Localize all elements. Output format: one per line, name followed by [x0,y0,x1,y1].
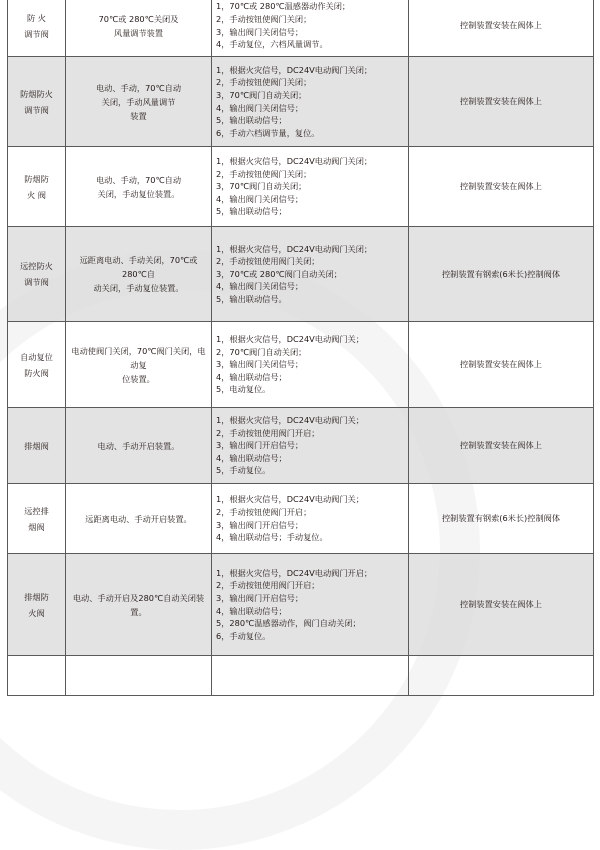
install-note: 控制装置安装在阀体上 [460,20,542,30]
functions-cell [212,0,409,57]
functions-cell [212,656,409,696]
table-row [8,57,594,147]
function-item: 4，手动复位，六档风量调节。 [216,39,328,50]
function-item: 4，输出阀门关闭信号； [216,102,304,113]
function-item: 2，手动按钮使用阀门关闭； [216,256,320,267]
install-note-cell [409,227,594,322]
table-row [8,227,594,322]
control-mode-cell [66,484,212,554]
function-list [216,493,404,543]
function-item: 4，输出联动信号； [216,452,287,463]
function-item: 3，输出阀门开启信号； [216,519,304,530]
valve-name: 防烟防火 调节阀 [20,88,53,115]
valve-name-cell [8,227,66,322]
function-item: 5，输出联动信号； [216,115,287,126]
function-item: 2，70℃阀门自动关闭； [216,346,307,357]
function-item: 6，手动复位。 [216,630,271,641]
control-mode: 70℃或 280℃关闭及 风量调节装置 [98,13,179,38]
control-mode-cell [66,554,212,656]
table-row [8,408,594,484]
install-note-cell [409,147,594,227]
valve-name-cell [8,0,66,57]
control-mode: 电动、手动开启装置。 [97,440,180,451]
table-body [8,0,594,696]
functions-cell [212,554,409,656]
function-item: 1，根据火灾信号，DC24V电动阀门关； [216,415,364,426]
function-item: 3，输出阀门开启信号； [216,440,304,451]
install-note: 控制装置安装在阀体上 [460,440,542,450]
valve-name-cell [8,484,66,554]
function-item: 4，输出联动信号； [216,371,287,382]
functions-cell [212,227,409,322]
install-note-cell [409,57,594,147]
valve-name-cell [8,554,66,656]
function-list [216,567,404,643]
function-item: 1，根据火灾信号，DC24V电动阀门关闭； [216,243,373,254]
control-mode: 远距离电动、手动开启装置。 [85,513,192,524]
table-row [8,322,594,408]
valve-name-cell [8,408,66,484]
function-item: 1，根据火灾信号，DC24V电动阀门关； [216,494,364,505]
install-note-cell [409,0,594,57]
valve-name: 防烟防 火 阀 [24,173,49,200]
function-list [216,333,404,396]
function-item: 1，70℃或 280℃温感器动作关闭； [216,1,351,12]
install-note: 控制装置安装在阀体上 [460,599,542,609]
table-row [8,484,594,554]
valve-name-cell [8,656,66,696]
valve-name: 防 火 调节阀 [24,12,49,39]
function-item: 1，根据火灾信号，DC24V电动阀门开启； [216,567,373,578]
install-note-cell [409,554,594,656]
function-item: 4，输出联动信号；手动复位。 [216,532,328,543]
valve-spec-table [7,0,594,696]
function-item: 1，根据火灾信号，DC24V电动阀门关闭； [216,156,373,167]
valve-name: 排烟阀 [24,440,49,451]
function-item: 2，手动按钮使阀门关闭； [216,77,312,88]
control-mode-cell [66,147,212,227]
valve-name: 远控排 烟阀 [24,505,49,532]
function-item: 5，手动复位。 [216,465,271,476]
function-item: 1，根据火灾信号，DC24V电动阀门关闭； [216,64,373,75]
control-mode-cell [66,656,212,696]
control-mode-cell [66,408,212,484]
function-item: 1，根据火灾信号，DC24V电动阀门关； [216,334,364,345]
function-list [216,64,404,140]
control-mode: 电动使阀门关闭，70℃阀门关闭，电动复 位装置。 [71,345,206,384]
control-mode: 电动、手动开启及280℃自动关闭装置。 [72,592,205,617]
function-item: 3，70℃阀门自动关闭； [216,181,307,192]
function-item: 2，手动按钮使阀门关闭； [216,13,312,24]
table-row [8,554,594,656]
control-mode-cell [66,0,212,57]
functions-cell [212,322,409,408]
function-list [216,243,404,306]
install-note-cell [409,322,594,408]
functions-cell [212,57,409,147]
function-item: 3，输出阀门开启信号； [216,592,304,603]
function-item: 3，70℃阀门自动关闭； [216,89,307,100]
valve-name-cell [8,57,66,147]
install-note: 控制装置安装在阀体上 [460,359,542,369]
function-item: 4，输出阀门关闭信号； [216,281,304,292]
function-list [216,414,404,477]
valve-name: 自动复位 防火阀 [20,351,53,378]
install-note-cell [409,408,594,484]
table-row [8,0,594,57]
function-item: 5，电动复位。 [216,384,271,395]
valve-name: 远控防火 调节阀 [20,261,53,287]
function-item: 3，输出阀门关闭信号； [216,359,304,370]
function-item: 2，手动按钮使用阀门开启； [216,427,320,438]
install-note-cell [409,484,594,554]
valve-name-cell [8,322,66,408]
valve-name: 排烟防 火阀 [24,591,49,618]
function-item: 2，手动按钮使用阀门开启； [216,580,320,591]
control-mode-cell [66,57,212,147]
function-item: 2，手动按钮使阀门关闭； [216,168,312,179]
control-mode-cell [66,227,212,322]
function-item: 5，输出联动信号； [216,206,287,217]
functions-cell [212,484,409,554]
function-item: 4，输出联动信号； [216,605,287,616]
install-note: 控制装置安装在阀体上 [460,181,542,191]
install-note-cell [409,656,594,696]
function-item: 2，手动按钮使阀门开启； [216,506,312,517]
install-note: 控制装置安装在阀体上 [460,96,542,106]
control-mode: 电动、手动，70℃自动 关闭，手动复位装置。 [95,174,182,199]
function-item: 3，70℃或 280℃阀门自动关闭； [216,268,342,279]
function-item: 5，输出联动信号。 [216,293,287,304]
control-mode: 电动、手动，70℃自动 关闭，手动风量调节 装置 [95,82,182,121]
functions-cell [212,147,409,227]
function-item: 3，输出阀门关闭信号； [216,26,304,37]
function-item: 6，手动六档调节量，复位。 [216,127,320,138]
install-note: 控制装置有钢索(6米长)控制阀体 [441,513,561,523]
install-note: 控制装置有钢索(6米长)控制阀体 [441,268,561,279]
function-list [216,155,404,218]
table-row [8,656,594,696]
control-mode-cell [66,322,212,408]
function-item: 4，输出阀门关闭信号； [216,193,304,204]
function-list [216,0,404,50]
functions-cell [212,408,409,484]
valve-name-cell [8,147,66,227]
control-mode: 远距离电动、手动关闭，70℃或 280℃自 动关闭，手动复位装置。 [79,255,198,293]
function-item: 5，280℃温感器动作，阀门自动关闭； [216,618,361,629]
table-row [8,147,594,227]
